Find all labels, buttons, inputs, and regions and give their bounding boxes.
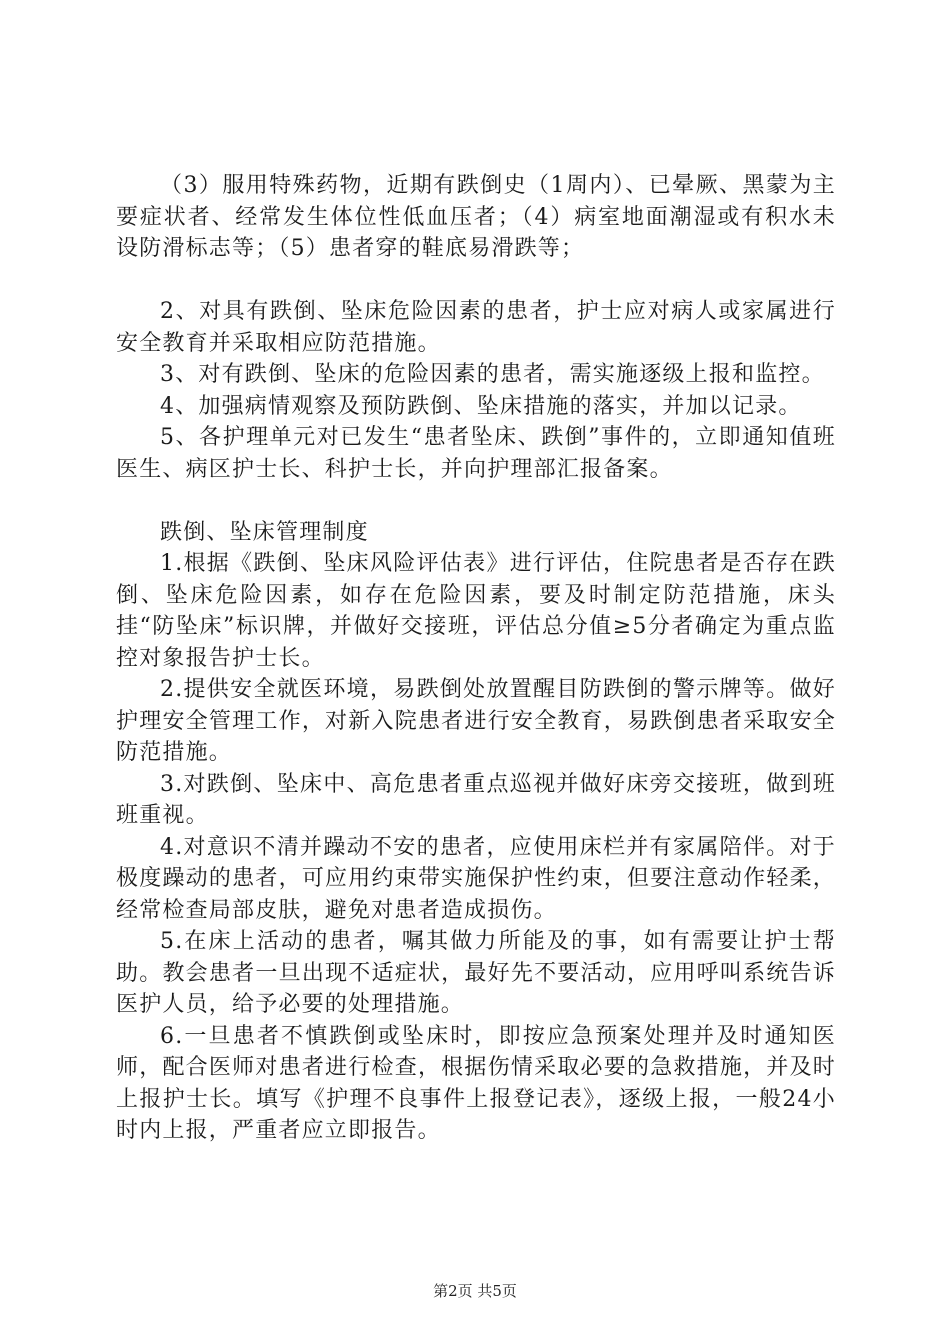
section-title: 跌倒、坠床管理制度 xyxy=(160,519,369,545)
rule-item-6: 6.一旦患者不慎跌倒或坠床时，即按应急预案处理并及时通知医师，配合医师对患者进行检查，根据伤情采取必要的急救措施，并及时上报护士长。填写《护理不良事件上报登记表》，逐级上报，一般24小时内上报，严重者应立即报告。 xyxy=(116,1023,836,1143)
rule-item-4: 4.对意识不清并躁动不安的患者，应使用床栏并有家属陪伴。对于极度躁动的患者，可应用约束带实施保护性约束，但要注意动作轻柔，经常检查局部皮肤，避免对患者造成损伤。 xyxy=(116,834,836,923)
rule-item-5: 5.在床上活动的患者，嘱其做力所能及的事，如有需要让护士帮助。教会患者一旦出现不适症状，最好先不要活动，应用呼叫系统告诉医护人员，给予必要的处理措施。 xyxy=(116,929,836,1017)
document-body xyxy=(116,170,836,1147)
page-number: 第2页 共5页 xyxy=(433,1282,517,1300)
paragraph-5: 5、各护理单元对已发生“患者坠床、跌倒”事件的，立即通知值班医生、病区护士长、科护士长，并向护理部汇报备案。 xyxy=(116,425,836,482)
paragraph-3: 3、对有跌倒、坠床的危险因素的患者，需实施逐级上报和监控。 xyxy=(160,362,825,387)
paragraph-4: 4、加强病情观察及预防跌倒、坠床措施的落实，并加以记录。 xyxy=(160,393,802,419)
rule-item-1: 1.根据《跌倒、坠床风险评估表》进行评估，住院患者是否存在跌倒、坠床危险因素，如存在危险因素，要及时制定防范措施，床头挂“防坠床”标识牌，并做好交接班，评估总分值≥5分者确定为重点监控对象报告护士长。 xyxy=(116,551,836,671)
blank-line xyxy=(116,485,836,517)
paragraph-2: 2、对具有跌倒、坠床危险因素的患者，护士应对病人或家属进行安全教育并采取相应防范措施。 xyxy=(116,299,836,356)
rule-item-2: 2.提供安全就医环境，易跌倒处放置醒目防跌倒的警示牌等。做好护理安全管理工作，对新入院患者进行安全教育，易跌倒患者采取安全防范措施。 xyxy=(116,677,836,765)
blank-line xyxy=(116,265,836,297)
rule-item-3: 3.对跌倒、坠床中、高危患者重点巡视并做好床旁交接班，做到班班重视。 xyxy=(116,771,836,828)
risk-factors-paragraph: （3）服用特殊药物，近期有跌倒史（1周内）、已晕厥、黑蒙为主要症状者、经常发生体位性低血压者；（4）病室地面潮湿或有积水未设防滑标志等；（5）患者穿的鞋底易滑跌等； xyxy=(116,173,836,261)
